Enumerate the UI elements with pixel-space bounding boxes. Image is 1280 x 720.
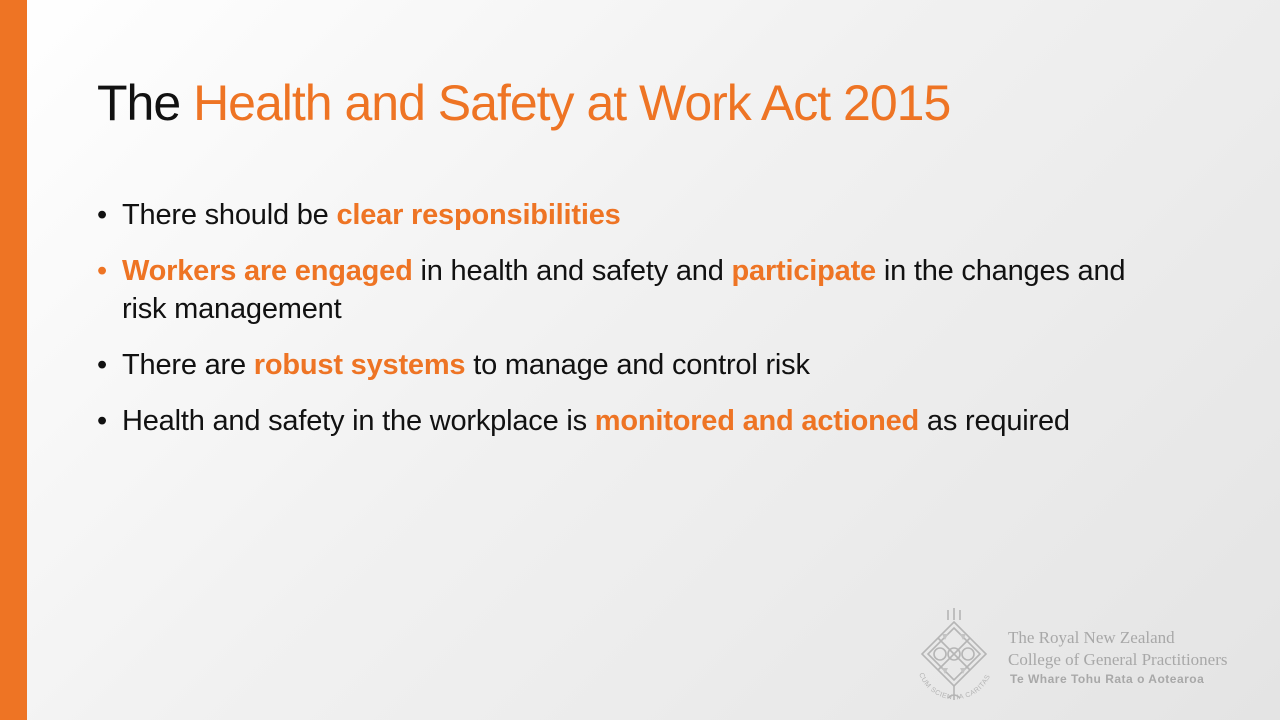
bullet-text: There should be: [122, 199, 337, 231]
bullet-text: Health and safety in the workplace is: [122, 405, 595, 437]
slide-title: [97, 74, 950, 132]
title-prefix: The: [97, 75, 194, 131]
bullet-item: [97, 402, 1157, 440]
bullet-emphasis: Workers are engaged: [122, 255, 413, 287]
bullet-text: in health and safety and: [412, 255, 732, 287]
bullet-emphasis: monitored and actioned: [594, 405, 920, 437]
bullet-item: [97, 252, 1157, 328]
accent-bar: [0, 0, 27, 720]
bullet-item: [97, 196, 1157, 234]
bullet-dot-icon: •: [97, 199, 107, 231]
bullet-text: as required: [919, 405, 1070, 437]
college-logo: [908, 608, 1248, 708]
logo-org-name: The Royal New Zealand: [1008, 628, 1175, 647]
bullet-text: There are: [122, 349, 254, 381]
bullet-dot-icon: •: [97, 255, 107, 287]
bullet-emphasis: participate: [731, 255, 876, 287]
logo-org-name-2: College of General Practitioners: [1008, 650, 1228, 669]
logo-maori-name: Te Whare Tohu Rata o Aotearoa: [1010, 672, 1205, 686]
bullet-emphasis: clear responsibilities: [336, 199, 621, 231]
svg-text:CUM SCIENTIA CARITAS: CUM SCIENTIA CARITAS: [917, 671, 993, 702]
bullet-list: [97, 196, 1157, 458]
title-highlight: Health and Safety at Work Act 2015: [193, 75, 951, 131]
bullet-dot-icon: •: [97, 405, 107, 437]
bullet-text: in the changes and risk management: [122, 255, 1126, 325]
bullet-text: to manage and control risk: [465, 349, 810, 381]
crest-icon: [908, 608, 1000, 708]
bullet-item: [97, 346, 1157, 384]
bullet-emphasis: robust systems: [253, 349, 466, 381]
bullet-dot-icon: •: [97, 349, 107, 381]
